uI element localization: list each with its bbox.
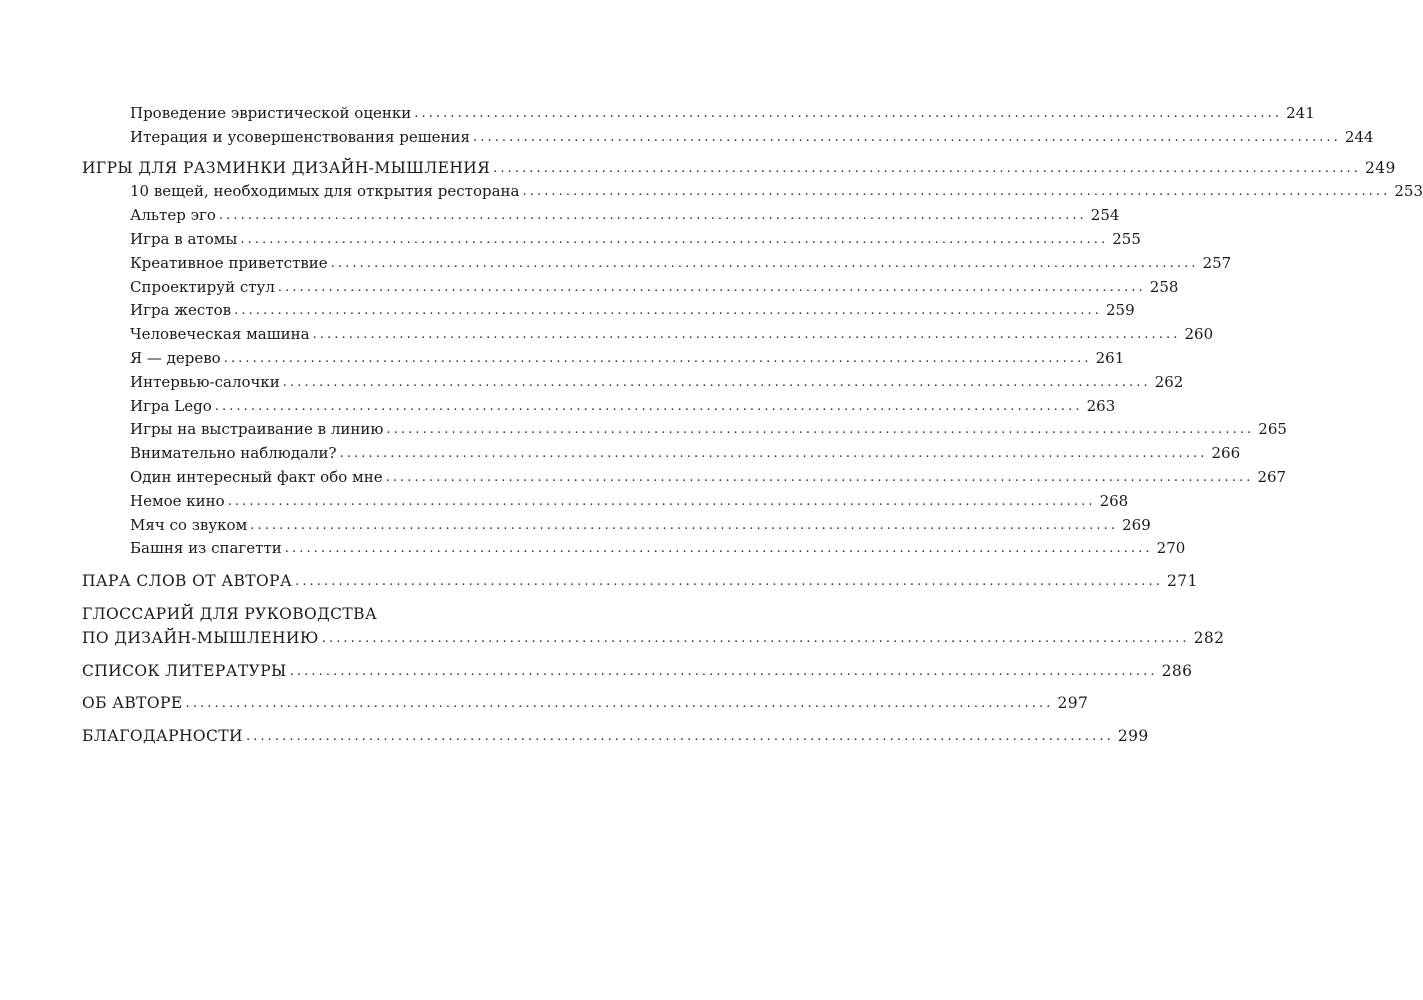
toc-leader-dots: ........................................................................................................................: [330, 255, 1199, 271]
toc-entry-title: Альтер эго: [130, 206, 216, 225]
toc-entry-page: 269: [1122, 515, 1151, 534]
toc-entry-page: 299: [1117, 727, 1149, 746]
toc-leader-dots: ........................................................................................................................: [473, 129, 1341, 145]
toc-section-about[interactable]: [82, 692, 1089, 716]
toc-entry[interactable]: [82, 466, 1287, 490]
toc-entry-page: 259: [1106, 301, 1135, 320]
toc-entry-title: Итерация и усовершенствования решения: [130, 127, 470, 146]
toc-section-author-words[interactable]: [82, 570, 1198, 594]
toc-leader-dots: ........................................................................................................................: [250, 517, 1119, 533]
toc-section-literature[interactable]: [82, 660, 1193, 684]
toc-entry-title: Игра в атомы: [130, 229, 238, 248]
toc-entry-page: 261: [1095, 348, 1125, 367]
toc-entry-title: СПИСОК ЛИТЕРАТУРЫ: [82, 661, 287, 680]
toc-entry[interactable]: [82, 276, 1179, 300]
toc-entry-title: Башня из спагетти: [130, 539, 282, 558]
toc-entry-title: Креативное приветствие: [130, 253, 328, 272]
toc-leader-dots: ........................................................................................................................: [245, 729, 1114, 745]
toc-entry-page: 263: [1086, 396, 1116, 415]
toc-entry-title: Интервью-салочки: [130, 372, 280, 391]
toc-entry-title: Я — дерево: [130, 348, 221, 367]
toc-entry[interactable]: [82, 228, 1141, 252]
toc-entry-title-line2: ПО ДИЗАЙН-МЫШЛЕНИЮ: [82, 628, 319, 647]
toc-leader-dots: ........................................................................................................................: [185, 696, 1054, 712]
toc-entry[interactable]: [82, 102, 1315, 126]
toc-entry-page: 254: [1090, 206, 1120, 225]
toc-entry-title: Немое кино: [130, 491, 225, 510]
toc-entry-title: ИГРЫ ДЛЯ РАЗМИНКИ ДИЗАЙН-МЫШЛЕНИЯ: [82, 158, 491, 177]
toc-entry-page: 262: [1154, 372, 1184, 391]
toc-entry-page: 266: [1211, 444, 1241, 463]
toc-entry-page: 255: [1112, 229, 1141, 248]
toc-entry-title: Спроектируй стул: [130, 277, 275, 296]
toc-entry[interactable]: [82, 204, 1120, 228]
toc-entry[interactable]: [82, 347, 1125, 371]
toc-leader-dots: ........................................................................................................................: [223, 350, 1092, 366]
toc-leader-dots: ........................................................................................................................: [493, 160, 1362, 176]
toc-entry-title: Игра жестов: [130, 301, 232, 320]
toc-leader-dots: ........................................................................................................................: [522, 184, 1391, 200]
toc-leader-dots: ........................................................................................................................: [282, 374, 1151, 390]
toc-entry-page: 271: [1166, 572, 1198, 591]
toc-entry[interactable]: [82, 252, 1232, 276]
toc-entry-title: БЛАГОДАРНОСТИ: [82, 727, 243, 746]
toc-section-games[interactable]: [82, 157, 1396, 181]
toc-entry-page: 286: [1161, 661, 1193, 680]
toc-entry[interactable]: [82, 514, 1151, 538]
toc-entry[interactable]: [82, 418, 1287, 442]
toc-entry-page: 244: [1344, 127, 1374, 146]
toc-leader-dots: ........................................................................................................................: [277, 279, 1146, 295]
toc-entry-title: Игры на выстраивание в линию: [130, 420, 384, 439]
toc-leader-dots: ........................................................................................................................: [284, 541, 1153, 557]
table-of-contents: [82, 102, 1423, 749]
toc-leader-dots: ........................................................................................................................: [339, 446, 1208, 462]
toc-entry[interactable]: [82, 180, 1423, 204]
toc-entry[interactable]: [82, 395, 1116, 419]
toc-entry-title: 10 вещей, необходимых для открытия ресторана: [130, 182, 520, 201]
toc-entry-title-line1: ГЛОССАРИЙ ДЛЯ РУКОВОДСТВА: [82, 604, 378, 623]
toc-entry-title: ПАРА СЛОВ ОТ АВТОРА: [82, 572, 293, 591]
toc-entry-title: Один интересный факт обо мне: [130, 467, 383, 486]
toc-entry[interactable]: [82, 442, 1241, 466]
toc-entry-page: 267: [1257, 467, 1287, 486]
toc-entry-page: 260: [1184, 325, 1214, 344]
toc-leader-dots: ........................................................................................................................: [312, 327, 1181, 343]
toc-entry-page: 253: [1394, 182, 1423, 201]
toc-entry-page: 270: [1156, 539, 1186, 558]
toc-entry-title: Мяч со звуком: [130, 515, 248, 534]
toc-entry[interactable]: [82, 299, 1135, 323]
toc-leader-dots: ........................................................................................................................: [289, 663, 1158, 679]
toc-entry[interactable]: [82, 490, 1129, 514]
toc-leader-dots: ........................................................................................................................: [295, 574, 1163, 590]
toc-entry[interactable]: [82, 126, 1374, 150]
toc-entry[interactable]: [82, 537, 1186, 561]
toc-leader-dots: ........................................................................................................................: [240, 231, 1109, 247]
toc-leader-dots: ........................................................................................................................: [214, 398, 1083, 414]
toc-entry-page: 249: [1365, 158, 1396, 177]
toc-entry-page: 297: [1057, 694, 1089, 713]
toc-entry-title: Внимательно наблюдали?: [130, 444, 337, 463]
toc-entry-page: 258: [1149, 277, 1179, 296]
toc-entry[interactable]: [82, 371, 1184, 395]
toc-entry[interactable]: [82, 323, 1214, 347]
toc-entry-page: 268: [1099, 491, 1129, 510]
toc-entry-title: Человеческая машина: [130, 325, 310, 344]
toc-leader-dots: ........................................................................................................................: [218, 208, 1087, 224]
toc-leader-dots: ........................................................................................................................: [234, 303, 1102, 319]
toc-entry-title: ОБ АВТОРЕ: [82, 694, 183, 713]
toc-entry-page: 257: [1202, 253, 1232, 272]
toc-leader-dots: ........................................................................................................................: [227, 493, 1096, 509]
toc-entry-page: 241: [1286, 104, 1315, 122]
toc-entry-title: Игра Lego: [130, 396, 212, 415]
toc-entry-page: 282: [1193, 628, 1225, 647]
toc-leader-dots: ........................................................................................................................: [414, 106, 1283, 121]
toc-section-glossary[interactable]: [82, 603, 1225, 651]
toc-entry-title: Проведение эвристической оценки: [130, 104, 412, 122]
toc-leader-dots: ........................................................................................................................: [321, 630, 1190, 646]
toc-leader-dots: ........................................................................................................................: [386, 422, 1255, 438]
toc-entry-page: 265: [1258, 420, 1287, 439]
toc-section-thanks[interactable]: [82, 725, 1149, 749]
toc-leader-dots: ........................................................................................................................: [385, 469, 1254, 485]
